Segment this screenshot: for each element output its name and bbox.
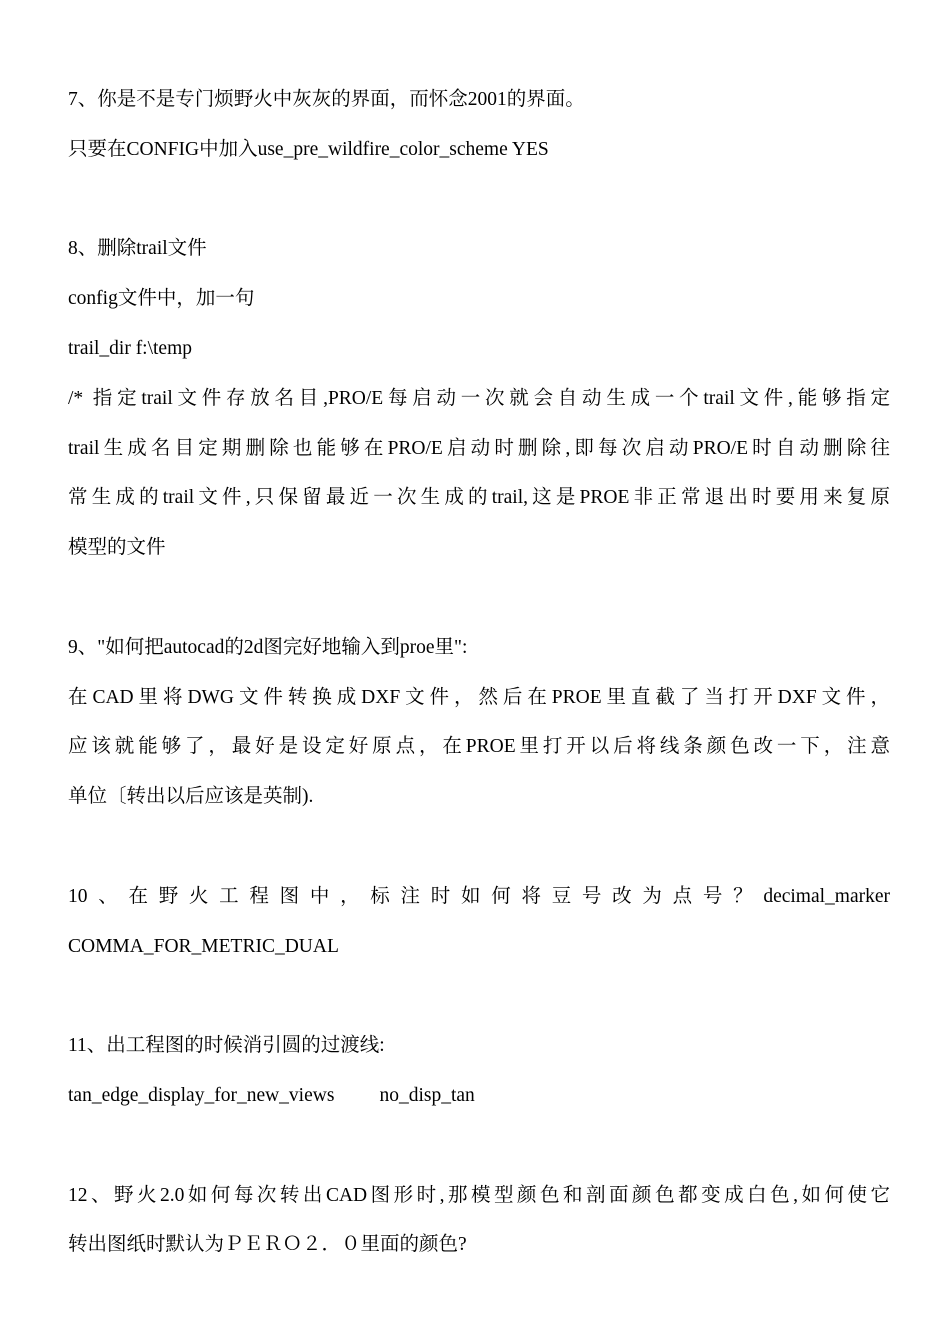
item-8-body-line-2: trail_dir f:\temp — [68, 337, 193, 359]
item-8-body-line-1: config文件中，加一句 — [68, 288, 255, 310]
item-11-body-line-1 — [68, 1071, 890, 1121]
item-8-body-line-4: trail生成名目定期删除也能够在PRO/E启动时删除,即每次启动PRO/E时自动删除往 — [68, 437, 890, 459]
item-10-body-line-1: COMMA_FOR_METRIC_DUAL — [68, 935, 339, 957]
item-9-body-line-3: 单位〔转出以后应该是英制). — [68, 786, 314, 808]
paragraph-spacer — [68, 971, 890, 1021]
item-7-heading: 7、你是不是专门烦野火中灰灰的界面，而怀念2001的界面。 — [68, 89, 585, 110]
item-10-heading: 10、在野火工程图中，标注时如何将豆号改为点号？decimal_marker — [68, 885, 890, 907]
item-9-body-line-2: 应该就能够了，最好是设定好原点，在PROE里打开以后将线条颜色改一下，注意 — [68, 736, 890, 758]
item-11-heading: 11、出工程图的时候消引圆的过渡线: — [68, 1035, 385, 1057]
item-8-body-line-5: 常生成的trail文件,只保留最近一次生成的trail,这是PROE非正常退出时要用来复原 — [68, 487, 890, 509]
item-8-heading: 8、删除trail文件 — [68, 238, 207, 260]
item-9-heading: 9、"如何把autocad的2d图完好地输入到proe里": — [68, 636, 468, 658]
paragraph-spacer — [68, 573, 890, 623]
paragraph-spacer — [68, 1121, 890, 1171]
paragraph-spacer — [68, 822, 890, 872]
item-12-body-line-1: 转出图纸时默认为ＰＥＲＯ２．０里面的颜色? — [68, 1234, 467, 1256]
item-8-body-line-6: 模型的文件 — [68, 537, 166, 559]
config-option-value: no_disp_tan — [379, 1084, 475, 1106]
config-option-name: tan_edge_display_for_new_views — [68, 1084, 335, 1106]
item-8-body-line-3: /* 指定trail文件存放名目,PRO/E每启动一次就会自动生成一个trail文件,能够指定 — [68, 387, 890, 409]
item-9-body-line-1: 在CAD里将DWG文件转换成DXF文件，然后在PROE里直截了当打开DXF文件， — [68, 686, 890, 708]
paragraph-spacer — [68, 175, 890, 225]
item-12-heading: 12、野火2.0如何每次转出CAD图形时,那模型颜色和剖面颜色都变成白色,如何使它 — [68, 1184, 890, 1206]
document-page — [68, 75, 890, 1270]
item-7-body-line-1: 只要在CONFIG中加入use_pre_wildfire_color_scheme YES — [68, 138, 549, 160]
